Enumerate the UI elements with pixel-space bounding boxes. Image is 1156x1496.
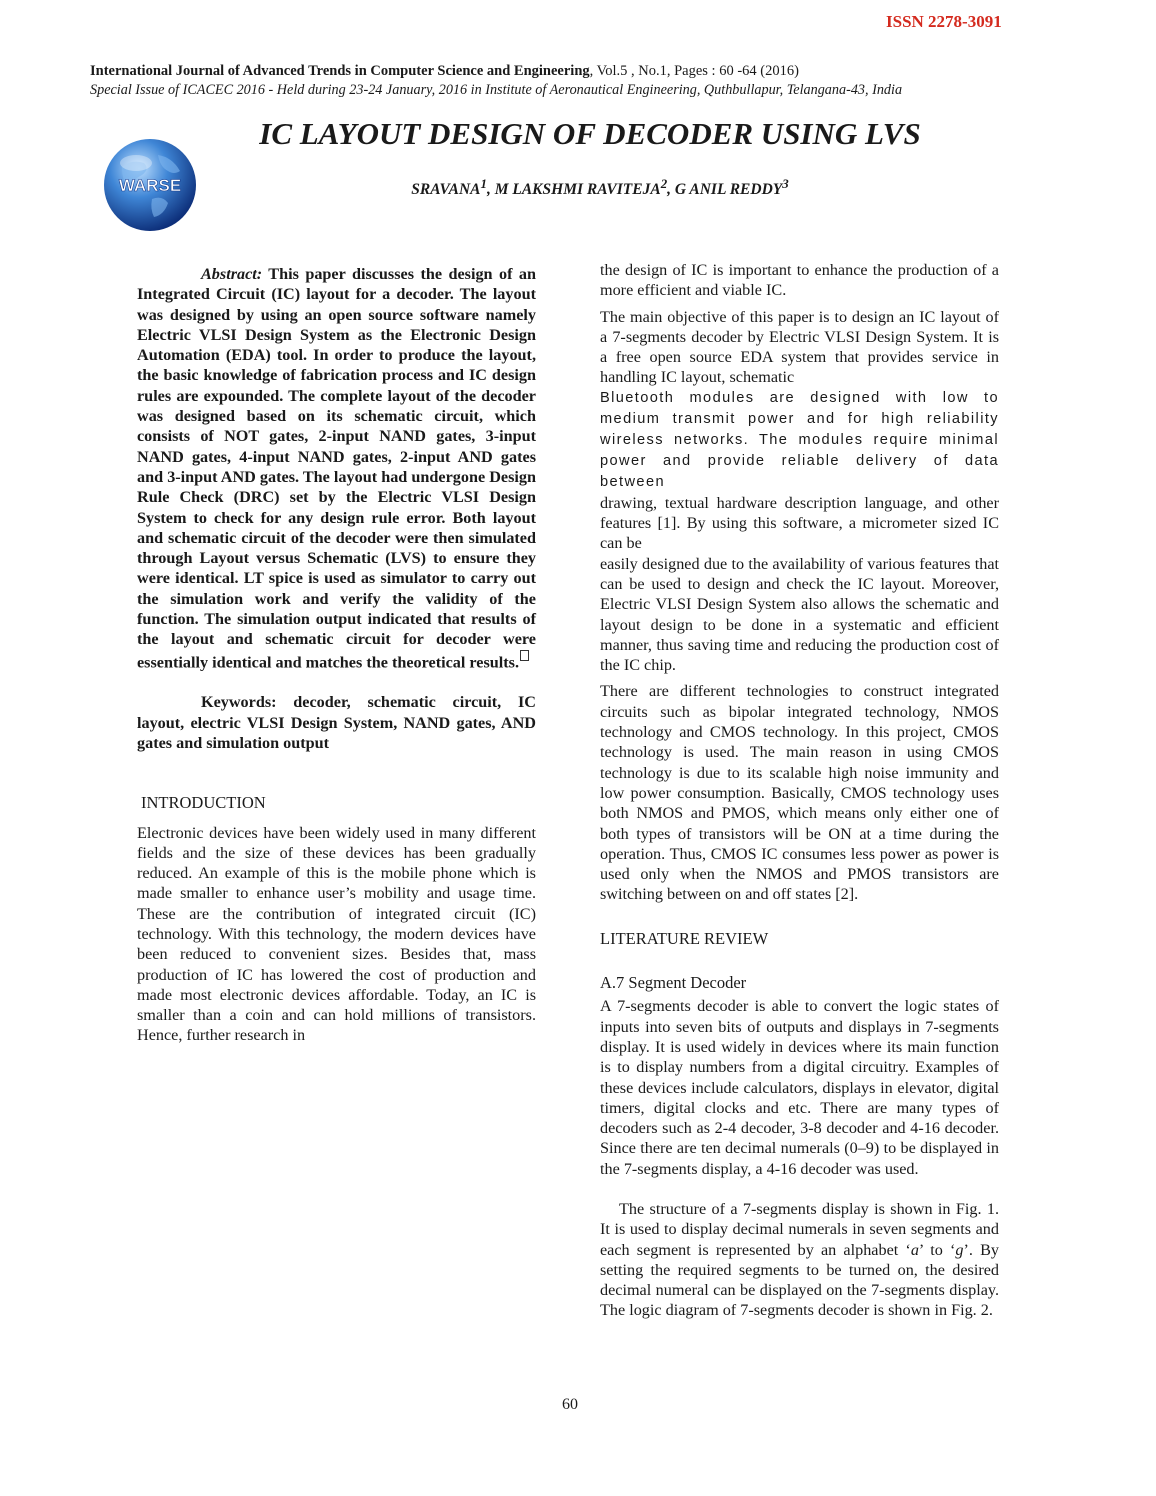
abstract-label: Abstract: [201, 265, 263, 283]
subsection-heading: A.7 Segment Decoder [600, 973, 747, 993]
journal-name: International Journal of Advanced Trends in Computer Science and Engineering [90, 63, 590, 79]
author-name: G ANIL REDDY [674, 181, 783, 199]
author-affiliation: 2 [660, 176, 668, 191]
journal-line [90, 63, 1100, 80]
structure-text: ’. By setting the required segments to be turned on, the desired decimal numeral can be displayed on the 7-segments display. The logic diagram of 7-segments decoder is shown in Fig. 2. [600, 1240, 1000, 1320]
abstract-text: This paper discusses the design of an Integrated Circuit (IC) layout for a decoder. The layout was designed by using an open source software namely Electric VLSI Design System as the Electronic Design Automation (EDA) tool. In order to produce the layout, the basic knowledge of fabrication process and IC design rules are expounded. The complete layout of the decoder was designed based on its schematic circuit, which consists of NOT gates, 2-input NAND gates, 3-input NAND gates, 4-input NAND gates, 2-input AND gates and 3-input AND gates. The layout had undergone Design Rule Check (DRC) set by the Electric VLSI Design System to check for any design rule error. Both layout and schematic circuit of the decoder were then simulated through Layout versus Schematic (LVS) to ensure they were identical. LT spice is used as simulator to carry out the simulation work and verify the validity of the function. The simulation output indicated that results of the layout and schematic circuit for decoder were essentially identical and matches the theoretical results. [137, 265, 536, 672]
abstract-paragraph [137, 264, 536, 672]
footnote-box-icon [520, 650, 529, 661]
decoder-paragraph: A 7-segments decoder is able to convert the logic states of inputs into seven bits of outputs and displays in 7-segments display. It is used widely in devices where its main function is to display numbers from a digital circuitry. Examples of these devices include calculators, displays in elevator, digital timers, digital clocks and etc. There are many types of decoders such as 2-4 decoder, 3-8 decoder and 4-16 decoder. Since there are ten decimal numerals (0–9) to be displayed in the 7-segments display, a 4-16 decoder was used. [600, 997, 999, 1178]
introduction-paragraph: Electronic devices have been widely used in many different fields and the size of these devices has been gradually reduced. An example of this is the mobile phone which is made smaller to enhance user’s mobility and usage time. These are the contribution of integrated circuit (IC) technology. With this technology, the modern devices have been reduced to convenient sizes. Besides that, mass production of IC has lowered the cost of production and made most electronic devices affordable. Today, an IC is smaller than a coin and can hold millions of transistors. Hence, further research in [137, 823, 536, 1045]
right-column [600, 260, 999, 1321]
display-structure-paragraph [600, 1199, 999, 1321]
introduction-heading: INTRODUCTION [141, 793, 266, 813]
author-name: SRAVANA [411, 181, 481, 199]
segment-letter: g [955, 1240, 964, 1259]
eda-features-paragraph: easily designed due to the availability of various features that can be used to design and check the IC layout. Moreover, Electric VLSI Design System also allows the schematic and layout design to be done in a systematic and efficient manner, thus saving time and reducing the production cost of the IC chip. [600, 554, 999, 675]
journal-details: , Vol.5 , No.1, Pages : 60 -64 (2016) [589, 63, 799, 79]
logo-text: WARSE [118, 176, 182, 195]
keywords-paragraph: Keywords: decoder, schematic circuit, IC layout, electric VLSI Design System, NAND gates, AND gates and simulation output [137, 693, 536, 752]
structure-text: The structure of a 7-segments display is shown in Fig. 1. It is used to display decimal numerals in seven segments and each segment is represented by an alphabet ‘ [600, 1199, 999, 1259]
author-separator: , [486, 181, 495, 199]
page-number: 60 [562, 1396, 578, 1413]
objective-continued-paragraph: drawing, textual hardware description language, and other features [1]. By using this software, a micrometer sized IC can be [600, 493, 999, 553]
cmos-paragraph: There are different technologies to construct integrated circuits such as bipolar integrated technology, NMOS technology and CMOS technology. In this project, CMOS technology is used. The main reason in using CMOS technology is due to its scalable high noise immunity and low power consumption. Basically, CMOS technology uses both NMOS and PMOS, which means only either one of both types of transistors will be ON at a time during the operation. Thus, CMOS IC consumes less power as power is used only when the NMOS and PMOS transistors are switching between on and off states [2]. [600, 682, 999, 904]
objective-paragraph: The main objective of this paper is to design an IC layout of a 7-segments decoder by Electric VLSI Design System. It is a free open source EDA system that provides service in handling IC layout, schematic [600, 307, 999, 387]
paper-title: IC LAYOUT DESIGN OF DECODER USING LVS [259, 116, 921, 151]
author-affiliation: 1 [480, 176, 487, 191]
structure-text: ’ to ‘ [918, 1240, 956, 1259]
literature-review-heading: LITERATURE REVIEW [600, 928, 769, 948]
author-list [300, 176, 900, 199]
author-separator: , [667, 181, 675, 199]
bluetooth-paragraph: Bluetooth modules are designed with low to medium transmit power and for high reliability wireless networks. The modules require minimal power and provide reliable delivery of data between [600, 389, 999, 490]
segment-letter: a [910, 1240, 919, 1259]
issn-label: ISSN 2278-3091 [886, 12, 1002, 31]
author-affiliation: 3 [782, 176, 789, 191]
author-name: M LAKSHMI RAVITEJA [494, 181, 661, 199]
left-column [137, 264, 536, 1046]
intro-continued-paragraph: the design of IC is important to enhance the production of a more efficient and viable IC. [600, 261, 999, 300]
special-issue-line: Special Issue of ICACEC 2016 - Held during 23-24 January, 2016 in Institute of Aeronautical Engineering, Quthbullapur, Telangana-43, India [90, 82, 903, 98]
